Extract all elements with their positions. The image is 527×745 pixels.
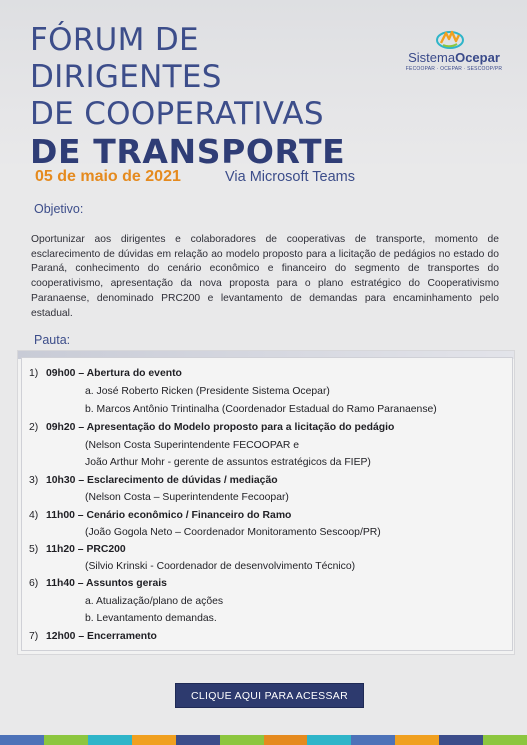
agenda-item-number: 5): [29, 544, 39, 555]
page-title: [30, 22, 390, 170]
footer-stripe-segment: [439, 735, 483, 745]
logo-name-regular: Sistema: [408, 50, 456, 65]
agenda-item-title: 11h20 – PRC200: [46, 544, 126, 555]
agenda-item-title: 09h20 – Apresentação do Modelo proposto para a licitação do pedágio: [46, 422, 395, 433]
footer-stripe-segment: [0, 735, 44, 745]
footer-stripe-segment: [132, 735, 176, 745]
agenda-sub-item: (Silvio Krinski - Coordenador de desenvolvimento Técnico): [85, 561, 356, 572]
agenda-item-number: 6): [29, 578, 39, 589]
objective-text: Oportunizar aos dirigentes e colaboradores de cooperativas de transporte, momento de esclarecimento de dúvidas em relação ao modelo proposto para a licitação de pedágios no estado do Paraná, conhecimento do cenário econômico e financeiro do segmento de transportes do cooperativismo, apresentação da nova proposta para o plano estratégico do Cooperativismo Paranaense, denominado PRC200 e levantamento de demandas para encaminhamento pelo estadual.: [31, 234, 499, 319]
agenda-item-number: 1): [29, 368, 39, 379]
event-date: 05 de maio de 2021: [35, 168, 181, 185]
logo-name: [404, 50, 504, 65]
agenda-item-number: 4): [29, 510, 39, 521]
agenda-item-number: 7): [29, 631, 39, 642]
sistema-ocepar-logo: [404, 28, 504, 78]
logo-subtitle: FECOOPAR · OCEPAR · SESCOOP/PR: [405, 66, 503, 72]
agenda-item-number: 2): [29, 422, 39, 433]
agenda-item-title: 11h00 – Cenário econômico / Financeiro do Ramo: [46, 510, 292, 521]
agenda-item-title: 12h00 – Encerramento: [46, 631, 157, 642]
agenda-sub-item: (Nelson Costa Superintendente FECOOPAR e: [85, 440, 300, 451]
agenda-label: Pauta:: [34, 333, 71, 347]
title-line-1: FÓRUM DE DIRIGENTES: [30, 22, 222, 95]
title-line-3: DE TRANSPORTE: [30, 132, 346, 171]
ocepar-logo-mark-icon: [435, 28, 465, 50]
logo-name-bold: Ocepar: [455, 50, 500, 65]
footer-stripe-segment: [44, 735, 88, 745]
agenda-item-title: 09h00 – Abertura do evento: [46, 368, 182, 379]
footer-stripe-segment: [88, 735, 132, 745]
agenda-sub-item: (João Gogola Neto – Coordenador Monitoramento Sescoop/PR): [85, 527, 381, 538]
agenda-sub-item: b. Levantamento demandas.: [85, 613, 217, 624]
footer-stripe-segment: [351, 735, 395, 745]
title-line-2: DE COOPERATIVAS: [30, 96, 324, 132]
footer-stripe-segment: [264, 735, 308, 745]
agenda-item-number: 3): [29, 475, 39, 486]
footer-stripe-segment: [220, 735, 264, 745]
agenda-sub-item: a. José Roberto Ricken (Presidente Sistema Ocepar): [85, 386, 330, 397]
agenda-sub-item: (Nelson Costa – Superintendente Fecoopar): [85, 492, 289, 503]
event-venue: Via Microsoft Teams: [225, 169, 356, 185]
access-button[interactable]: CLIQUE AQUI PARA ACESSAR: [175, 683, 364, 708]
footer-stripe-segment: [176, 735, 220, 745]
objective-label: Objetivo:: [34, 202, 84, 216]
footer-stripe-segment: [307, 735, 351, 745]
agenda-item-title: 11h40 – Assuntos gerais: [46, 578, 167, 589]
agenda-sub-item: b. Marcos Antônio Trintinalha (Coordenador Estadual do Ramo Paranaense): [85, 404, 437, 415]
footer-color-stripe: [0, 735, 527, 745]
footer-stripe-segment: [483, 735, 527, 745]
agenda-sub-item: a. Atualização/plano de ações: [85, 596, 224, 607]
agenda-item-title: 10h30 – Esclarecimento de dúvidas / mediação: [46, 475, 278, 486]
footer-stripe-segment: [395, 735, 439, 745]
agenda-sub-item: João Arthur Mohr - gerente de assuntos estratégicos da FIEP): [85, 457, 371, 468]
